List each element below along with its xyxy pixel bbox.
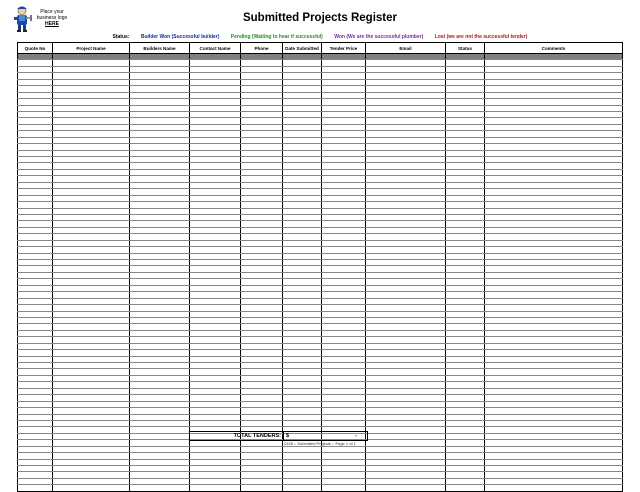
table-cell[interactable]: [241, 485, 283, 491]
table-row: [18, 485, 623, 491]
legend-won: Won (We are the successful plumber): [334, 34, 424, 40]
total-tenders-label: TOTAL TENDERS:: [190, 432, 284, 440]
col-tender-price: Tender Price: [322, 43, 366, 54]
legend-lost: Lost (we are not the successful tender): [434, 34, 528, 40]
col-project-name: Project Name: [53, 43, 130, 54]
col-phone: Phone: [241, 43, 283, 54]
page-footer: 0155 :: Submitted Projects :: Page 1 of 1: [284, 441, 356, 446]
status-legend: [0, 34, 640, 40]
table-header-row: [18, 43, 623, 54]
col-builders-name: Builders Name: [130, 43, 190, 54]
table-cell[interactable]: [130, 485, 190, 491]
col-status: Status: [446, 43, 485, 54]
table-cell[interactable]: [485, 485, 623, 491]
col-quote-no: Quote No: [18, 43, 53, 54]
total-currency: $: [286, 433, 290, 439]
page-title: Submitted Projects Register: [242, 12, 397, 24]
legend-pending: Pending (Waiting to hear if successful): [230, 34, 323, 40]
table-cell[interactable]: [53, 485, 130, 491]
logo-line-3: HERE: [45, 21, 59, 27]
col-comments: Comments: [485, 43, 623, 54]
logo-line-1: Place your: [40, 9, 64, 15]
projects-register-table: [17, 42, 623, 492]
legend-label: Status:: [112, 34, 130, 40]
col-email: Email: [366, 43, 446, 54]
table-cell[interactable]: [366, 485, 446, 491]
legend-builder-won: Builder Won (Successful builder): [140, 34, 220, 40]
table-body: [18, 54, 623, 492]
total-tenders-box: [189, 431, 368, 441]
logo-line-2: business logo: [36, 15, 68, 21]
table-cell[interactable]: [446, 485, 485, 491]
col-date-submitted: Date Submitted: [283, 43, 322, 54]
col-contact-name: Contact Name: [190, 43, 241, 54]
table-cell[interactable]: [283, 485, 322, 491]
table-cell[interactable]: [322, 485, 366, 491]
table-cell[interactable]: [190, 485, 241, 491]
total-amount: -: [355, 433, 357, 439]
table-cell[interactable]: [18, 485, 53, 491]
